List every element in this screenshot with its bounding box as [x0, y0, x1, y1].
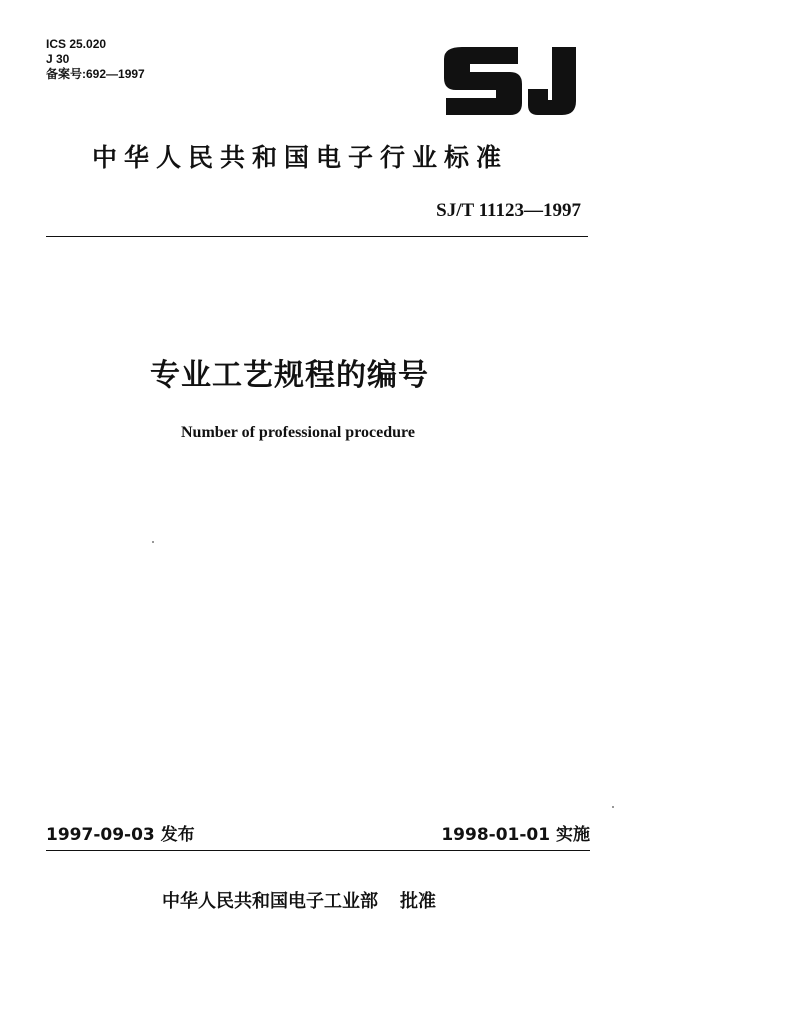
ics-code: ICS 25.020 — [46, 37, 107, 51]
scan-speck — [152, 541, 154, 543]
issue-date: 1997-09-03 发布 — [46, 825, 195, 845]
document-title-english: Number of professional procedure — [181, 424, 415, 441]
issuing-body-title: 中华人民共和国电子行业标准 — [92, 143, 509, 172]
scan-speck — [612, 806, 614, 808]
effective-date: 1998-01-01 实施 — [441, 825, 590, 845]
logo-letter-s — [444, 47, 522, 115]
approval-action: 批准 — [400, 891, 436, 912]
standard-number: SJ/T 11123—1997 — [436, 200, 581, 221]
record-number: 备案号:692—1997 — [46, 67, 145, 81]
approval-line — [162, 887, 436, 913]
document-title-chinese: 专业工艺规程的编号 — [150, 358, 429, 393]
classification-block — [46, 37, 145, 82]
class-code: J 30 — [46, 52, 70, 66]
logo-letter-j — [528, 47, 576, 115]
header-divider — [46, 236, 588, 237]
footer-divider — [46, 850, 590, 851]
approving-authority: 中华人民共和国电子工业部 — [162, 891, 378, 912]
sj-logo — [440, 47, 580, 115]
